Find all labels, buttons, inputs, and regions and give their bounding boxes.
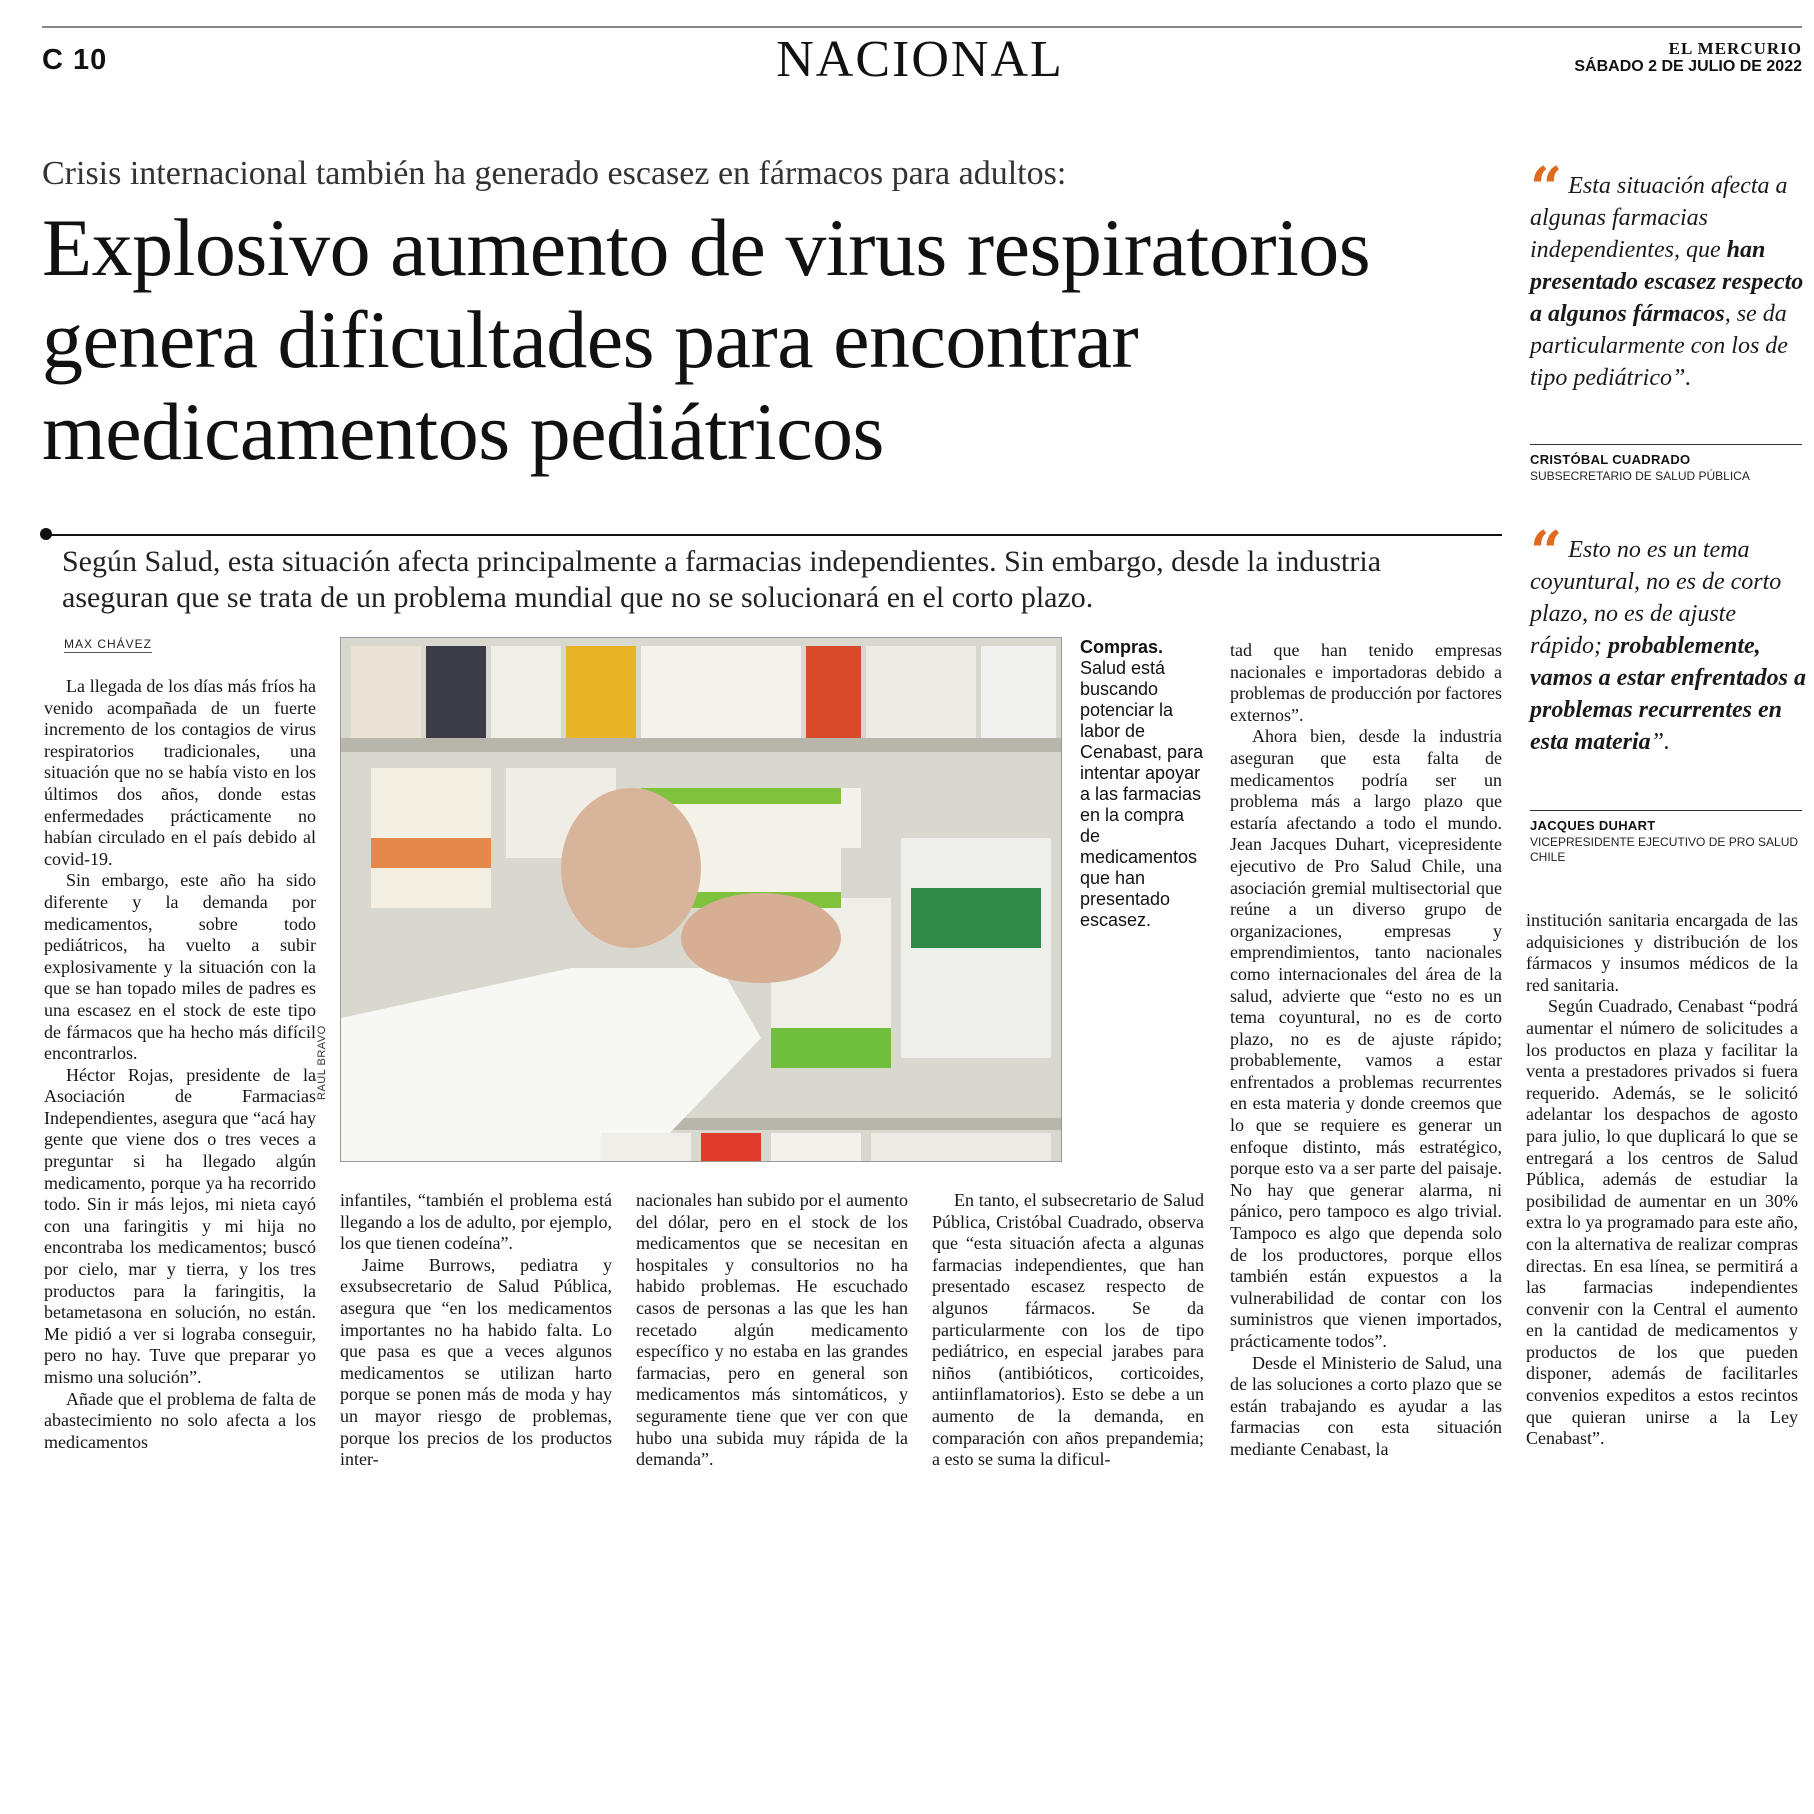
paragraph: Sin embargo, este año ha sido diferente y la demanda por medicamentos, sobre todo pediátricos, ha vuelto a subir explosivamente y la situación con la que se han topado miles de padres es una escasez en el stock de este tipo de fármacos que ha hecho más difícil encontrarlos. xyxy=(44,870,316,1064)
newspaper-name: EL MERCURIO xyxy=(1668,39,1802,58)
quote-highlight: probablemente, vamos a estar enfrentados a problemas recurrentes en esta materia xyxy=(1530,633,1806,755)
opening-quote-icon: “ xyxy=(1530,155,1563,221)
quote-text-end: , se da particularmente con los de tipo pediátrico”. xyxy=(1530,301,1788,391)
top-rule xyxy=(42,26,1802,28)
quote-text-end: ”. xyxy=(1650,729,1671,755)
quote-attribution-name: JACQUES DUHART xyxy=(1530,818,1656,833)
article-headline: Explosivo aumento de virus respiratorios genera dificultades para encontrar medicamentos pediátricos xyxy=(42,202,1371,477)
issue-date: SÁBADO 2 DE JULIO DE 2022 xyxy=(1574,58,1802,75)
caption-text: Salud está buscando potenciar la labor de Cenabast, para intentar apoyar a las farmacias en la compra de medicamentos que han presentado escasez. xyxy=(1080,658,1204,930)
pull-quote-1 xyxy=(1530,155,1806,394)
body-column-6 xyxy=(1526,910,1798,1450)
page-number: C 10 xyxy=(42,44,108,76)
section-title: NACIONAL xyxy=(776,31,1064,88)
paragraph: En tanto, el subsecretario de Salud Pública, Cristóbal Cuadrado, observa que “esta situación afecta a algunas farmacias independientes, que han presentado escasez respecto de algunos fármacos. Se da particularmente con los de tipo pediátrico, en especial jarabes para niños (antibióticos, corticoides, antiinflamatorios). Esto se debe a un aumento de la demanda, en comparación con años prepandemia; a esto se suma la dificul- xyxy=(932,1190,1204,1470)
quote-highlight: han presentado escasez respecto a algunos fármacos xyxy=(1530,237,1804,327)
photo-credit: RAÚL BRAVO xyxy=(316,1025,328,1100)
paragraph: Ahora bien, desde la industria aseguran que esta falta de medicamentos podría ser un problema más a largo plazo que estaría afectando a todo el mundo. Jean Jacques Duhart, vicepresidente ejecutivo de Pro Salud Chile, una asociación gremial multisectorial que reúne a un diverso grupo de organizaciones, empresas y emprendimientos, tanto nacionales como internacionales del área de la salud, advierte que “esto no es un tema coyuntural, no es de corto plazo, no es de ajuste rápido; probablemente, vamos a estar enfrentados a problemas recurrentes en esta materia y donde creemos que lo que se requiere es generar un enfoque distinto, más estratégico, porque esto va a ser parte del paisaje. No hay que generar alarma, ni pánico, pero tampoco es algo trivial. Tampoco es algo que dependa solo de los productores, porque ellos también están expuestos a la vulnerabilidad de contar con los suministros que vienen importados, prácticamente todos”. xyxy=(1230,726,1502,1351)
quote-text: Esta situación afecta a algunas farmacias independientes, que xyxy=(1530,173,1788,263)
article-photo xyxy=(340,637,1062,1162)
pharmacy-shelf-photo xyxy=(341,638,1062,1162)
opening-quote-icon: “ xyxy=(1530,519,1563,585)
paragraph: institución sanitaria encargada de las adquisiciones y distribución de los fármacos y insumos médicos de la red sanitaria. xyxy=(1526,910,1798,995)
paragraph: nacionales han subido por el aumento del dólar, pero en el stock de los medicamentos que se necesitan en hospitales y consultorios no ha habido problemas. He escuchado casos de personas a las que les han recetado algún medicamento específico y no estaba en las grandes farmacias, pero en general son medicamentos más sintomáticos, y seguramente tiene que ver con que hubo una subida muy rápida de la demanda”. xyxy=(636,1190,908,1470)
quote-attribution-role: VICEPRESIDENTE EJECUTIVO DE PRO SALUD CHILE xyxy=(1530,835,1799,864)
body-column-5 xyxy=(1230,640,1502,1461)
quote-attribution-role: SUBSECRETARIO DE SALUD PÚBLICA xyxy=(1530,469,1750,483)
quote-rule xyxy=(1530,810,1802,811)
photo-caption xyxy=(1080,637,1208,931)
quote-attribution-name: CRISTÓBAL CUADRADO xyxy=(1530,452,1691,467)
paragraph: Añade que el problema de falta de abastecimiento no solo afecta a los medicamentos xyxy=(44,1388,316,1452)
paragraph: infantiles, “también el problema está llegando a los de adulto, por ejemplo, los que tienen codeína”. xyxy=(340,1190,612,1254)
article-deck: Según Salud, esta situación afecta principalmente a farmacias independientes. Sin embargo, desde la industria aseguran que se trata de un problema mundial que no se solucionará en el corto plazo. xyxy=(62,545,1382,614)
body-column-4 xyxy=(932,1190,1204,1471)
paragraph: La llegada de los días más fríos ha venido acompañada de un fuerte incremento de los contagios de virus respiratorios tradicionales, una situación que no se había visto en los últimos dos años, donde estas enfermedades prácticamente no habían circulado en el país debido al covid-19. xyxy=(44,676,316,869)
pull-quote-2 xyxy=(1530,519,1806,758)
round-bullet-icon xyxy=(40,528,52,540)
body-column-3 xyxy=(636,1190,908,1471)
paragraph: Según Cuadrado, Cenabast “podrá aumentar el número de solicitudes a los productos en plaza y facilitar la venta a prestadores privados si fuera requerido. Además, se le solicitó adelantar los despachos de agosto para julio, lo que duplicará lo que se entregará a los centros de Salud Pública, además de estudiar la posibilidad de aumentar en un 30% extra lo ya programado para este año, con la alternativa de realizar compras directas. En esa línea, se permitirá a las farmacias independientes convenir con la Central el aumento en la cantidad de medicamentos y productos de los que pueden disponer, además de facilitarles convenios expeditos a estos recintos que quieran unirse a la Ley Cenabast”. xyxy=(1526,996,1798,1449)
body-column-1 xyxy=(44,676,316,1453)
paragraph: Jaime Burrows, pediatra y exsubsecretario de Salud Pública, asegura que “en los medicamentos importantes no ha habido falta. Lo que pasa es que a veces algunos medicamentos se utilizan harto porque se ponen más de moda y hay un mayor riesgo de problemas, porque los precios de los productos inter- xyxy=(340,1254,612,1470)
quote-rule xyxy=(1530,444,1802,445)
article-kicker: Crisis internacional también ha generado escasez en fármacos para adultos: xyxy=(42,155,1067,192)
quote-text: Esto no es un tema coyuntural, no es de corto plazo, no es de ajuste rápido; xyxy=(1530,537,1782,659)
caption-lead: Compras. xyxy=(1080,637,1164,657)
paragraph: Héctor Rojas, presidente de la Asociación de Farmacias Independientes, asegura que “acá hay gente que viene dos o tres veces a preguntar si ha llegado algún medicamento, porque ya ha recorrido todo. Sin ir más lejos, mi nieta cayó con una faringitis y mi hija no encontraba los medicamentos; buscó por cielo, mar y tierra, y los tres productos para la faringitis, la betametasona en solución, no están. Me pidió a ver si lograba conseguir, pero no hay. Tuve que preparar yo mismo una solución”. xyxy=(44,1064,316,1387)
deck-rule xyxy=(42,534,1502,536)
paragraph: tad que han tenido empresas nacionales e importadoras debido a problemas de producción por factores externos”. xyxy=(1230,640,1502,725)
paragraph: Desde el Ministerio de Salud, una de las soluciones a corto plazo que se están trabajando es ayudar a las farmacias con esta situación mediante Cenabast, la xyxy=(1230,1352,1502,1459)
byline: MAX CHÁVEZ xyxy=(64,637,153,651)
masthead xyxy=(1574,40,1802,76)
body-column-2 xyxy=(340,1190,612,1471)
